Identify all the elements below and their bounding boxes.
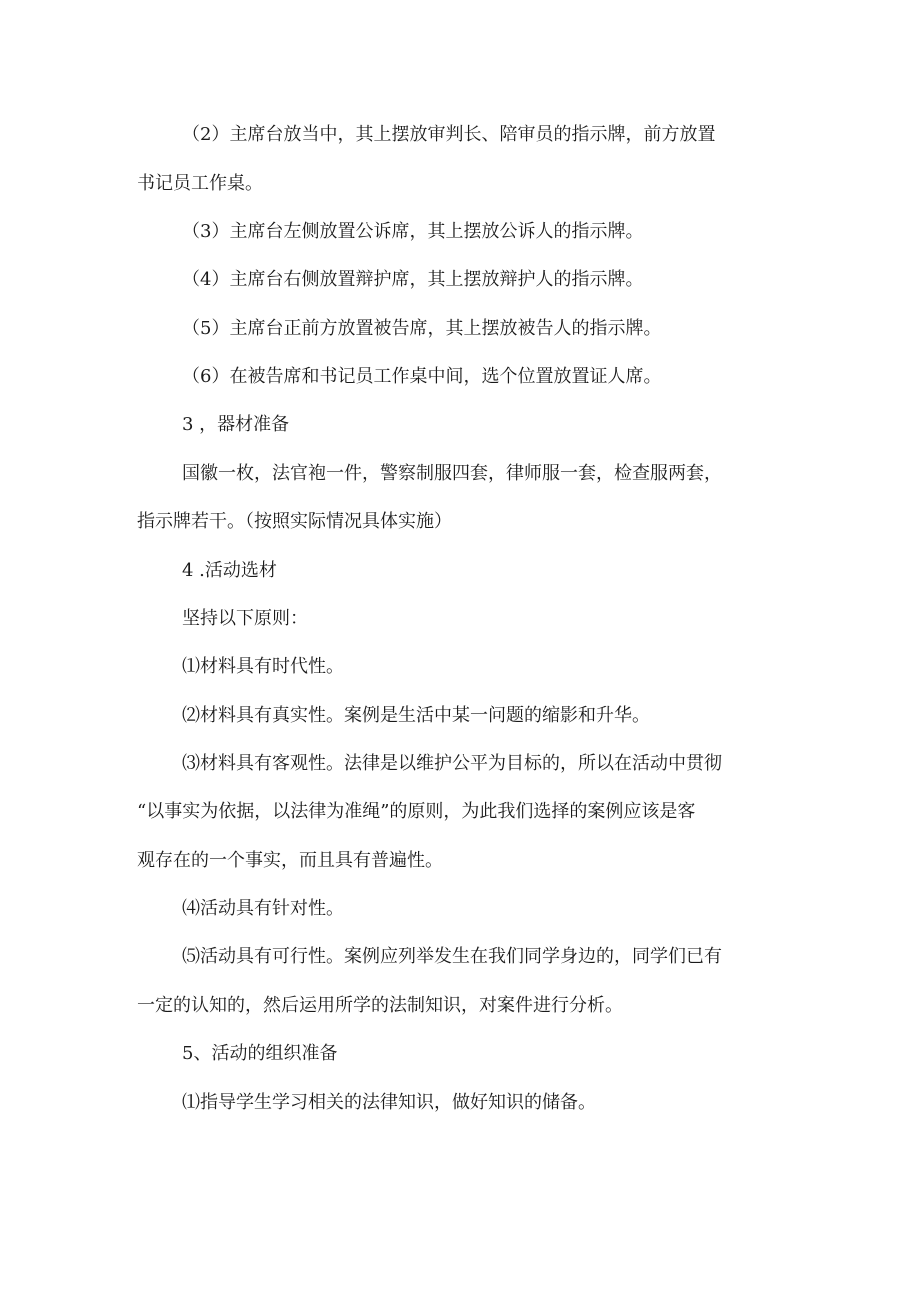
equipment-line-2: 指示牌若干。（按照实际情况具体实施）: [137, 511, 452, 532]
equipment-line-1: 国徽一枚，法官袍一件，警察制服四套，律师服一套，检查服两套，: [182, 463, 722, 484]
principle-3-line-1: ⑶材料具有客观性。法律是以维护公平为目标的，所以在活动中贯彻: [182, 753, 722, 774]
principle-5-line-2: 一定的认知的，然后运用所学的法制知识，对案件进行分析。: [137, 995, 623, 1016]
organization-item-1: ⑴指导学生学习相关的法律知识，做好知识的储备。: [182, 1092, 596, 1113]
principle-3-line-2: “以事实为依据，以法律为准绳”的原则，为此我们选择的案例应该是客: [137, 801, 696, 822]
paragraph-line-4: （4）主席台右侧放置辩护席，其上摆放辩护人的指示牌。: [182, 269, 644, 290]
paragraph-line-2-1: （2）主席台放当中，其上摆放审判长、陪审员的指示牌，前方放置: [182, 124, 716, 145]
paragraph-line-5: （5）主席台正前方放置被告席，其上摆放被告人的指示牌。: [182, 318, 662, 339]
principle-5-line-1: ⑸活动具有可行性。案例应列举发生在我们同学身边的，同学们已有: [182, 946, 722, 967]
paragraph-line-2-2: 书记员工作桌。: [137, 173, 263, 194]
section-heading-4: 4 .活动选材: [182, 560, 277, 581]
section-heading-3: 3 ，器材准备: [182, 414, 290, 435]
principle-1: ⑴材料具有时代性。: [182, 656, 344, 677]
paragraph-line-3: （3）主席台左侧放置公诉席，其上摆放公诉人的指示牌。: [182, 221, 644, 242]
principle-4: ⑷活动具有针对性。: [182, 898, 344, 919]
principle-3-line-3: 观存在的一个事实，而且具有普遍性。: [137, 850, 443, 871]
paragraph-line-6: （6）在被告席和书记员工作桌中间，选个位置放置证人席。: [182, 366, 662, 387]
section-heading-5: 5、活动的组织准备: [182, 1043, 338, 1064]
principle-2: ⑵材料具有真实性。案例是生活中某一问题的缩影和升华。: [182, 705, 650, 726]
principles-intro: 坚持以下原则：: [182, 608, 308, 629]
